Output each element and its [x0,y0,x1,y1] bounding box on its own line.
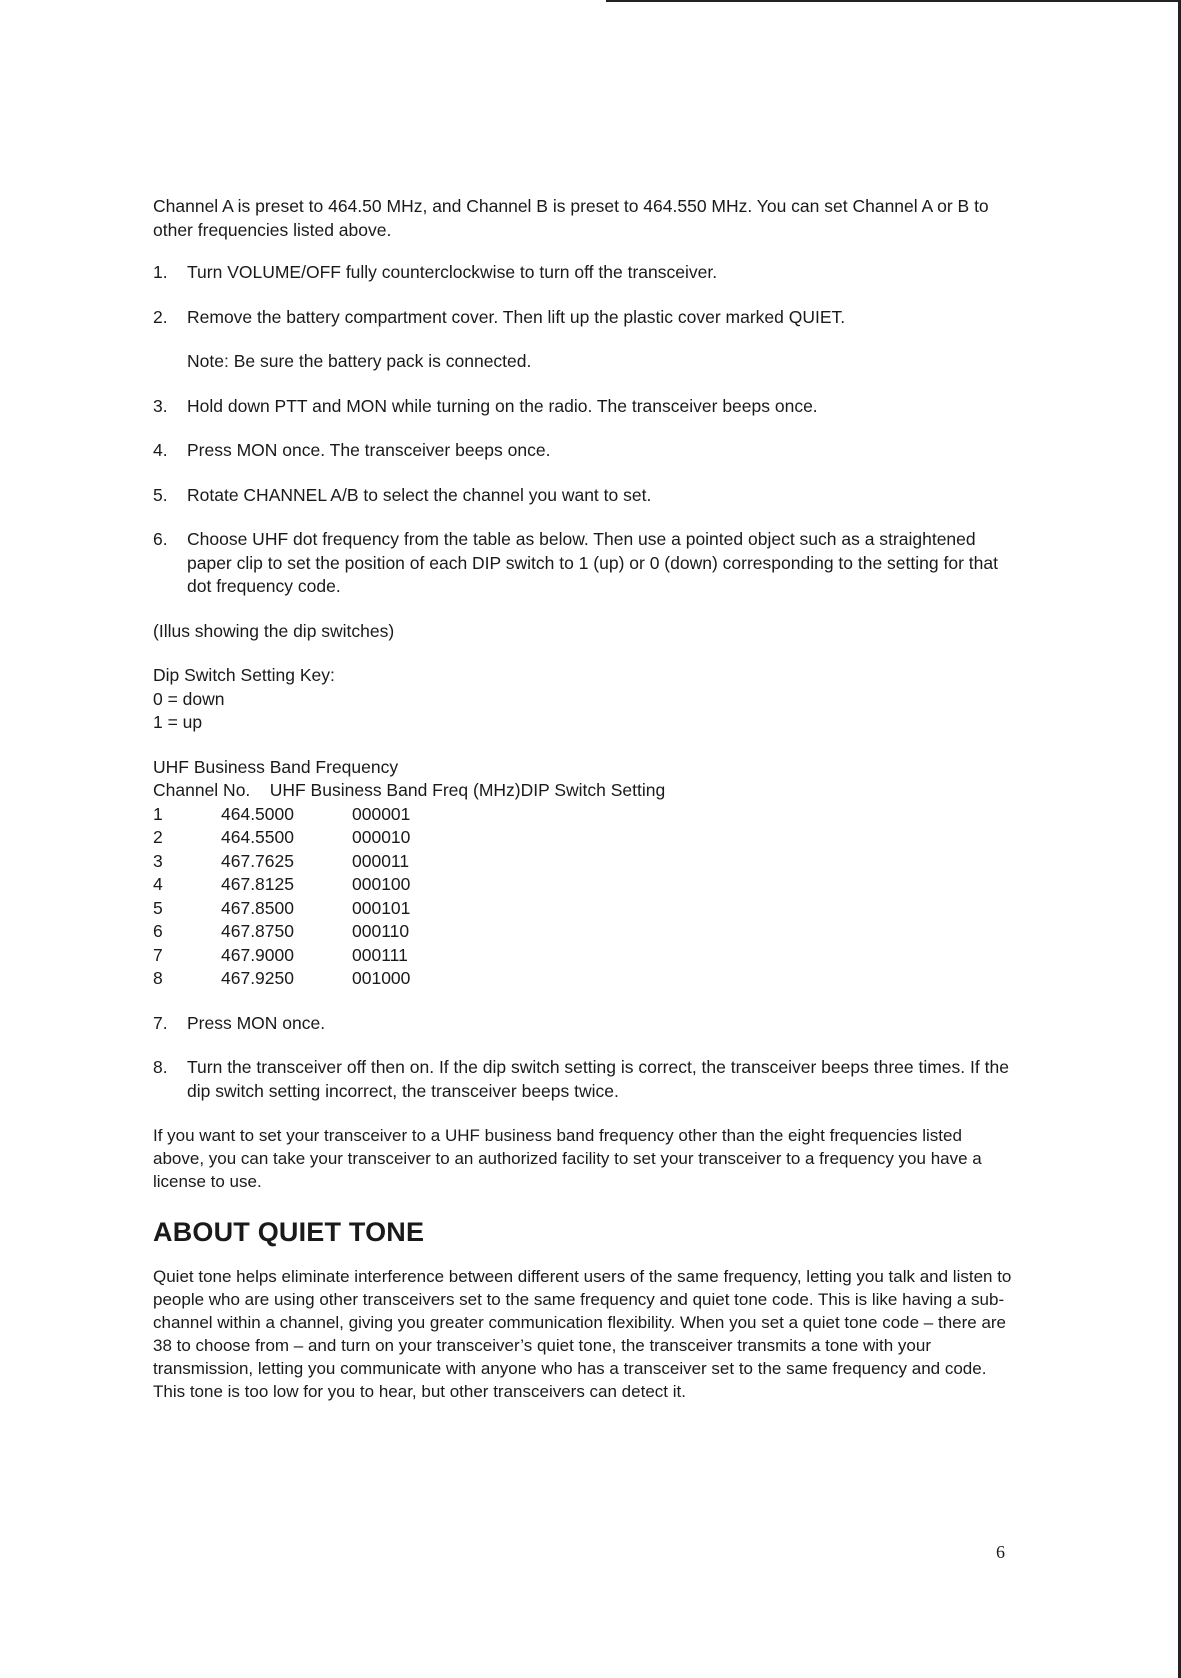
step-text: Rotate CHANNEL A/B to select the channel you want to set. [187,484,652,505]
quiet-tone-paragraph: Quiet tone helps eliminate interference between different users of the same frequency, letting you talk and listen to people who are using other transceivers set to the same frequency and quiet tone code. This is like having a sub-channel within a channel, giving you greater communication flexibility. When you set a quiet tone code – there are 38 to choose from – and turn on your transceiver’s quiet tone, the transceiver transmits a tone with your transmission, letting you communicate with anyone who has a transceiver set to the same frequency and code. This tone is too low for you to hear, but other transceivers can detect it. [153,1267,1012,1401]
step-text: Hold down PTT and MON while turning on the radio. The transceiver beeps once. [187,395,818,416]
step-item [153,1056,1013,1103]
step-text: Turn VOLUME/OFF fully counterclockwise to turn off the transceiver. [187,262,718,282]
table-row [153,897,1013,921]
intro-paragraph: Channel A is preset to 464.50 MHz, and Channel B is preset to 464.550 MHz. You can set Channel A or B to other frequencies listed above. [153,196,989,240]
document-page [153,195,1013,1403]
step-number: 1. [153,262,168,282]
step-item [153,261,1013,285]
dip-cell: 000101 [352,897,411,918]
channel-cell: 3 [153,850,163,871]
step-item [153,1012,1013,1036]
table-header: Channel No. UHF Business Band Freq (MHz)DIP Switch Setting [153,780,666,800]
step-item [153,395,1013,419]
dip-cell: 000010 [352,827,411,847]
key-down: 0 = down [153,688,225,709]
dip-cell: 000111 [352,944,408,965]
step-text: Remove the battery compartment cover. Then lift up the plastic cover marked QUIET. [187,306,846,327]
channel-cell: 1 [153,803,163,824]
section-heading: ABOUT QUIET TONE [153,1217,425,1247]
step-item [153,306,1013,330]
freq-cell: 467.7625 [221,850,294,871]
step-item [153,439,1013,463]
frequency-table [153,756,1013,991]
step-number: 5. [153,484,168,505]
step-item [153,484,1013,508]
table-title: UHF Business Band Frequency [153,756,399,777]
freq-cell: 467.8750 [221,921,294,941]
page-number: 6 [996,1542,1005,1562]
step-number: 8. [153,1057,168,1077]
step-text: Choose UHF dot frequency from the table as below. Then use a pointed object such as a straightened paper clip to set the position of each DIP switch to 1 (up) or 0 (down) corresponding to the setting for that dot frequency code. [187,529,998,596]
freq-cell: 464.5500 [221,827,294,847]
table-row [153,803,1013,827]
step-number: 6. [153,529,168,549]
table-row [153,944,1013,968]
step-item [153,528,1013,599]
key-title: Dip Switch Setting Key: [153,665,335,685]
scan-edge-top [606,0,1181,2]
table-rows [153,803,1013,991]
channel-cell: 7 [153,944,163,965]
step-number: 2. [153,306,168,327]
step-text: Press MON once. The transceiver beeps once. [187,440,551,460]
key-up: 1 = up [153,712,203,732]
step-number: 4. [153,440,168,460]
channel-cell: 8 [153,968,163,988]
step-number: 7. [153,1012,168,1033]
freq-cell: 467.8500 [221,897,294,918]
freq-cell: 464.5000 [221,803,294,824]
freq-cell: 467.9250 [221,968,294,988]
step-number: 3. [153,395,168,416]
dip-cell: 000011 [352,850,410,871]
table-row [153,850,1013,874]
dip-switch-key [153,664,1013,735]
battery-note: Note: Be sure the battery pack is connected. [187,351,532,371]
dip-cell: 001000 [352,968,411,988]
dip-cell: 000110 [352,921,410,941]
closing-paragraph: If you want to set your transceiver to a UHF business band frequency other than the eight frequencies listed above, you can take your transceiver to an authorized facility to set your transceiver to a frequency you have a license to use. [153,1126,982,1191]
table-row [153,873,1013,897]
freq-cell: 467.8125 [221,874,294,894]
step-text: Turn the transceiver off then on. If the dip switch setting is correct, the transceiver beeps three times. If the dip switch setting incorrect, the transceiver beeps twice. [187,1057,1009,1101]
channel-cell: 6 [153,921,163,941]
freq-cell: 467.9000 [221,944,294,965]
channel-cell: 5 [153,897,163,918]
dip-cell: 000100 [352,874,411,894]
table-row [153,920,1013,944]
table-row [153,967,1013,991]
step-text: Press MON once. [187,1012,326,1033]
table-row [153,826,1013,850]
channel-cell: 2 [153,827,163,847]
illustration-caption: (Illus showing the dip switches) [153,620,395,641]
channel-cell: 4 [153,874,163,894]
dip-cell: 000001 [352,803,411,824]
